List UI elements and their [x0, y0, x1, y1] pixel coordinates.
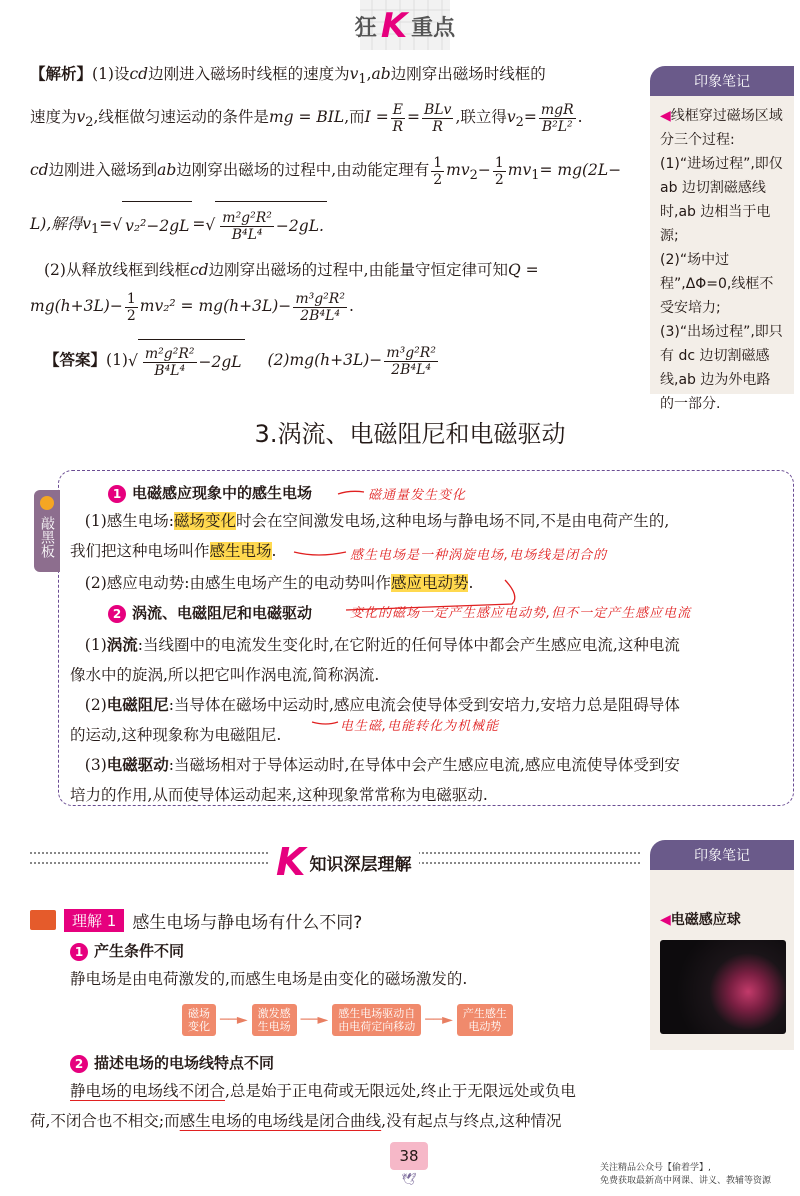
num: m²g²R²: [144, 346, 195, 362]
number-badge: 2: [108, 605, 126, 623]
var-v2: v: [506, 108, 516, 126]
note-line: 线框穿过磁场区域分三个过程:: [660, 108, 783, 148]
num: 1: [494, 154, 504, 171]
understand-text-3: [30, 1106, 650, 1136]
text: 培力的作用,从而使导体运动起来,这种现象常常称为电磁驱动.: [70, 786, 488, 804]
heading-text: 产生条件不同: [94, 942, 185, 960]
text: .: [577, 108, 583, 126]
handwritten-note-4: 电生磁,电能转化为机械能: [340, 719, 500, 734]
num: BLv: [423, 101, 452, 118]
underlined-text: 静电场的电场线不闭合: [70, 1082, 226, 1100]
text: (2)从释放线框到线框: [44, 261, 190, 279]
plasma-ball-photo: [660, 940, 786, 1034]
text: 边刚进入磁场到: [48, 161, 158, 179]
promo-text: [600, 1162, 771, 1188]
number-badge: 1: [70, 943, 88, 961]
var-I: I =: [364, 108, 389, 126]
photo-caption: 电磁感应球: [670, 912, 741, 928]
text: 时会在空间激发电场,这种电场与静电场不同,不是由电荷产生的,: [235, 512, 670, 530]
note-line: (3)“出场过程”,即只有 dc 边切割磁感线,ab 边为外电路的一部分.: [660, 324, 783, 412]
process-flow: [182, 1003, 513, 1037]
text: .: [348, 297, 354, 315]
tab-label: 敲黑板: [39, 516, 55, 558]
var-ab: ab: [371, 65, 391, 83]
den: R: [392, 118, 404, 135]
text: (2)感应电动势:由感生电场产生的电动势叫作: [84, 574, 391, 592]
note-title: 印象笔记: [694, 848, 750, 864]
highlight: 磁场变化: [173, 512, 236, 530]
sub: 1: [91, 222, 100, 238]
var-v1: v: [349, 65, 359, 83]
term: 电磁阻尼: [106, 696, 169, 714]
analysis-label: 【解析】: [30, 65, 93, 83]
heading-text: 涡流、电磁阻尼和电磁驱动: [132, 604, 313, 622]
header-right-text: 重点: [411, 15, 456, 41]
text: (2)mg(h+3L)−: [267, 351, 383, 369]
text: ,总是始于正电荷或无限远处,终止于无限远处或负电: [225, 1082, 576, 1100]
triangle-icon: ◀: [660, 108, 671, 124]
den: B⁴L⁴: [231, 227, 263, 243]
num: 1: [126, 290, 136, 307]
text: mv₂² = mg(h+3L)−: [139, 297, 292, 315]
section-title: 3.涡流、电磁阻尼和电磁驱动: [254, 420, 566, 448]
term-mv1: mv: [507, 161, 532, 179]
den: 2: [494, 171, 504, 188]
k-logo: K: [276, 840, 306, 884]
den: 2B⁴L⁴: [300, 307, 340, 324]
number-badge: 2: [70, 1055, 88, 1073]
num: 1: [433, 154, 443, 171]
text: −2gL.: [275, 216, 324, 235]
text: :当导体在磁场中运动时,感应电流会使导体受到安培力,安培力总是阻碍导体: [168, 696, 680, 714]
text: .: [468, 574, 474, 592]
text: ,没有起点与终点,这种情况: [381, 1112, 562, 1130]
var-cd: cd: [189, 261, 209, 279]
sub: 2: [515, 115, 524, 131]
handwritten-note-2: 感生电场是一种涡旋电场,电场线是闭合的: [350, 548, 608, 563]
text: 速度为: [30, 108, 77, 126]
sqrt-body: v₂²−2gL: [122, 201, 192, 250]
text: =: [523, 108, 537, 126]
text: mg(h+3L)−: [30, 297, 123, 315]
flow-step: 产生感生 电动势: [457, 1004, 513, 1036]
var-ab: ab: [157, 161, 177, 179]
text: 边刚穿出磁场时线框的: [390, 65, 546, 83]
sub: 1: [531, 168, 540, 184]
text: .: [271, 542, 277, 560]
book-icon: [30, 910, 56, 930]
promo-line: 免费获取最新高中网课、讲义、教辅等资源: [600, 1176, 772, 1186]
text: −2gL: [198, 352, 242, 371]
den: 2: [126, 307, 136, 324]
note-header: [650, 840, 794, 870]
den: 2B⁴L⁴: [391, 361, 431, 378]
number-badge: 1: [108, 485, 126, 503]
num: mgR: [540, 101, 574, 118]
text: ,: [366, 65, 372, 83]
promo-line: 关注精品公众号【偷着学】,: [600, 1163, 711, 1173]
text: :当磁场相对于导体运动时,在导体中会产生感应电流,感应电流使导体受到安: [168, 756, 680, 774]
den: B⁴L⁴: [154, 363, 186, 379]
text: 像水中的旋涡,所以把它叫作涡电流,简称涡流.: [70, 666, 380, 684]
title-text: 知识深层理解: [309, 854, 412, 875]
text: ,线框做匀速运动的条件是: [93, 108, 269, 126]
text: 边刚进入磁场时线框的速度为: [148, 65, 350, 83]
num: m³g²R²: [295, 290, 345, 307]
page-number: 38: [390, 1142, 428, 1170]
understand-text-1: 静电场是由电荷激发的,而感生电场是由变化的磁场激发的.: [70, 970, 468, 988]
text: ,而: [344, 108, 365, 126]
num: E: [392, 101, 403, 118]
handwritten-note-3: 变化的磁场一定产生感应电动势,但不一定产生感应电流: [350, 606, 692, 621]
var-cd: cd: [129, 65, 149, 83]
text: (1)感生电场:: [84, 512, 174, 530]
text: 荷,不闭合也不相交;而: [30, 1112, 180, 1130]
sub: 1: [358, 72, 367, 88]
text: L),解得: [30, 215, 83, 233]
heading-text: 电磁感应现象中的感生电场: [132, 484, 313, 502]
note-line: (1)“进场过程”,即仅 ab 边切割磁感线时,ab 边相当于电源;: [660, 156, 783, 244]
text: 我们把这种电场叫作: [70, 542, 210, 560]
den: 2: [433, 171, 443, 188]
sqrt-expression: √ v₂²−2gL: [112, 201, 192, 250]
note-line: (2)“场中过程”,ΔΦ=0,线框不受安培力;: [660, 252, 774, 316]
text: (2): [84, 696, 107, 714]
text: 边刚穿出磁场的过程中,由动能定理有: [176, 161, 430, 179]
text: ,联立得: [455, 108, 507, 126]
equation-mg-bil: mg = BIL: [268, 108, 345, 126]
handwritten-note-1: 磁通量发生变化: [368, 488, 467, 503]
text: =: [406, 108, 420, 126]
flow-step: 磁场 变化: [182, 1004, 216, 1036]
flow-step: 激发感 生电场: [252, 1004, 297, 1036]
text: (1): [84, 636, 107, 654]
answer-label: 【答案】: [44, 351, 107, 369]
text: 边刚穿出磁场的过程中,由能量守恒定律可知: [208, 261, 509, 279]
triangle-icon: ◀: [660, 912, 671, 928]
sub-heading-2: [70, 1052, 274, 1073]
sqrt-expression: √ $\frac{\text{m²g²R²}}{\text{B⁴L⁴}}$ −2gL: [128, 339, 245, 384]
text: (3): [84, 756, 107, 774]
term: 涡流: [106, 636, 138, 654]
arrow-right-icon: ──►: [425, 1012, 453, 1028]
arrow-right-icon: ──►: [220, 1012, 248, 1028]
var-v1: v: [82, 215, 92, 233]
heading-text: 描述电场的电场线特点不同: [94, 1054, 275, 1072]
sub-heading-1: [70, 940, 184, 961]
underlined-text: 感生电场的电场线是闭合曲线: [179, 1112, 382, 1130]
header-k-logo: K: [380, 6, 408, 46]
flow-step: 感生电场驱动自 由电荷定向移动: [332, 1004, 421, 1036]
text: −: [477, 161, 491, 179]
text: (1)设: [92, 65, 130, 83]
sqrt-expression: √ $\frac{\text{m²g²R²}}{\text{B⁴L⁴}}$ −2gL.: [205, 201, 327, 250]
understand-heading: [30, 907, 362, 933]
note-body: [650, 870, 794, 940]
understand-question: 感生电场与静电场有什么不同?: [132, 912, 363, 933]
text: :当线圈中的电流发生变化时,在它附近的任何导体中都会产生感应电流,这种电流: [137, 636, 680, 654]
text: = mg(2L−: [539, 161, 622, 179]
knowledge-title: [268, 842, 419, 882]
bird-icon: 🕊: [401, 1172, 417, 1186]
highlight: 感生电场: [209, 542, 272, 560]
sub: 2: [469, 168, 478, 184]
note-title: 印象笔记: [694, 74, 750, 90]
sub: 2: [85, 115, 94, 131]
num: m²g²R²: [222, 210, 272, 226]
var-v2: v: [76, 108, 86, 126]
highlight: 感应电动势: [390, 574, 469, 592]
understand-tag: 理解 1: [64, 909, 124, 932]
text: (1): [106, 351, 128, 369]
num: m³g²R²: [386, 344, 436, 361]
header-left-text: 狂: [354, 15, 377, 41]
text: 的运动,这种现象称为电磁阻尼.: [70, 726, 282, 744]
arrow-right-icon: ──►: [300, 1012, 329, 1028]
den: B²L²: [541, 118, 573, 135]
text: =: [192, 215, 206, 233]
term-mv2: mv: [446, 161, 470, 179]
term: 电磁驱动: [106, 756, 169, 774]
var-Q: Q =: [508, 261, 539, 279]
var-cd: cd: [30, 161, 49, 179]
den: R: [432, 118, 443, 135]
text: =: [99, 215, 113, 233]
understand-text-2: [70, 1076, 650, 1106]
